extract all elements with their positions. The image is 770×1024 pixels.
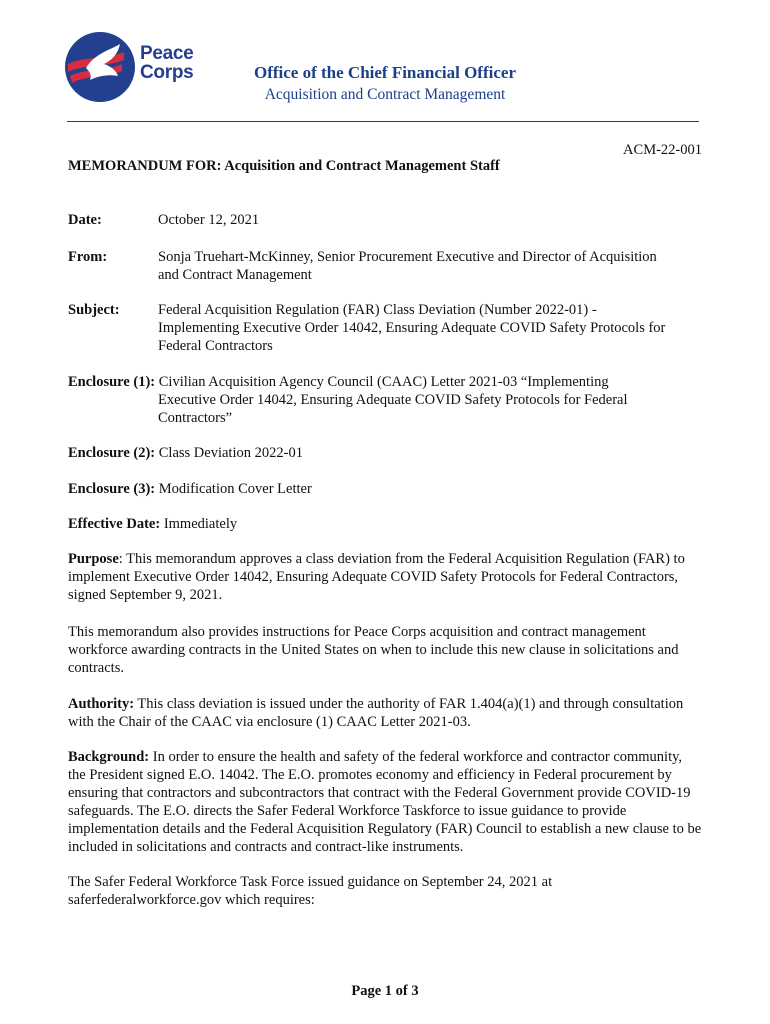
enclosure-3-label: Enclosure (3):	[68, 481, 156, 497]
background-paragraph	[68, 748, 702, 856]
date-label: Date:	[68, 212, 102, 228]
effective-date-value: Immediately	[163, 516, 238, 532]
enclosure-2-label: Enclosure (2):	[68, 445, 156, 461]
taskforce-paragraph: The Safer Federal Workforce Task Force issued guidance on September 24, 2021 at saferfederalworkforce.gov which requires:	[68, 874, 553, 908]
date-value: October 12, 2021	[158, 212, 260, 228]
purpose-paragraph	[68, 550, 702, 604]
enclosure-3	[68, 480, 700, 498]
enclosure-1-line2: Executive Order 14042, Ensuring Adequate COVID Safety Protocols for Federal	[158, 392, 628, 408]
office-title: Office of the Chief Financial Officer	[253, 63, 516, 82]
purpose-text: : This memorandum approves a class deviation from the Federal Acquisition Regulation (FAR) to implement Executive Order 14042, Ensuring Adequate COVID Safety Protocols for Federal Contractors, signed September 9, 2021.	[68, 551, 685, 603]
enclosure-1-label: Enclosure (1):	[68, 374, 156, 390]
authority-text: This class deviation is issued under the authority of FAR 1.404(a)(1) and through consultation with the Chair of the CAAC via enclosure (1) CAAC Letter 2021-03.	[68, 696, 684, 730]
effective-date-label: Effective Date:	[68, 516, 161, 532]
memo-recipient-line: MEMORANDUM FOR: Acquisition and Contract Management Staff	[68, 158, 500, 174]
background-text: In order to ensure the health and safety of the federal workforce and contractor community, the President signed E.O. 14042. The E.O. promotes economy and efficiency in Federal procurement by ensuring that contractors and subcontractors that contract with the Federal Government provide COVID-19 safeguards. The E.O. directs the Safer Federal Workforce Taskforce to issue guidance to provide implementation details and the Federal Acquisition Regulatory (FAR) Council to establish a new clause to be included in solicitations and contracts and contract-like instruments.	[68, 749, 702, 855]
enclosure-1-line1: Civilian Acquisition Agency Council (CAAC) Letter 2021-03 “Implementing	[158, 374, 609, 390]
from-value: Sonja Truehart-McKinney, Senior Procurement Executive and Director of Acquisition and Contract Management	[158, 249, 657, 283]
purpose-label: Purpose	[68, 551, 119, 567]
enclosure-1	[68, 373, 700, 427]
subject-value: Federal Acquisition Regulation (FAR) Class Deviation (Number 2022-01) - Implementing Executive Order 14042, Ensuring Adequate COVID Safety Protocols for Federal Contractors	[158, 302, 666, 354]
authority-label: Authority:	[68, 696, 135, 712]
background-label: Background:	[68, 749, 150, 765]
peace-corps-wordmark: Peace Corps	[140, 43, 194, 83]
authority-paragraph	[68, 695, 702, 731]
subject-label: Subject:	[68, 302, 120, 318]
header-divider	[67, 121, 699, 122]
from-label: From:	[68, 249, 108, 265]
enclosure-2-value: Class Deviation 2022-01	[158, 445, 303, 461]
page-number: Page 1 of 3	[351, 983, 419, 999]
enclosure-1-line3: Contractors”	[158, 410, 233, 426]
enclosure-3-value: Modification Cover Letter	[158, 481, 312, 497]
memo-reference-number: ACM-22-001	[623, 142, 702, 158]
enclosure-2	[68, 444, 700, 462]
instructions-paragraph: This memorandum also provides instructions for Peace Corps acquisition and contract management workforce awarding contracts in the United States on when to include this new clause in solicitations and contracts.	[68, 624, 679, 676]
office-subtitle: Acquisition and Contract Management	[264, 86, 506, 103]
effective-date	[68, 515, 700, 533]
